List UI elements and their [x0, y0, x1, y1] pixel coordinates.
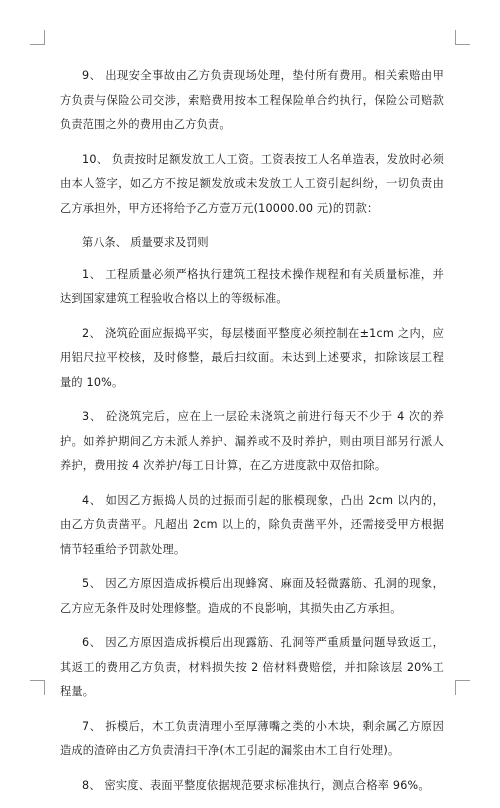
quality-item-4: 4、 如因乙方振捣人员的过振而引起的胀模现象，凸出 2cm 以内的，由乙方负责凿平。凡超出 2cm 以上的，除负责凿平外，还需接受甲方根据情节轻重给予罚款处理。 [60, 493, 444, 556]
quality-item-2: 2、 浇筑砼面应振捣平实，每层楼面平整度必须控制在±1cm 之内，应用铝尺拉平校核，及时修整，最后扫纹面。未达到上述要求，扣除该层工程量的 10%。 [60, 326, 444, 389]
article-8-heading: 第八条、 质量要求及罚则 [82, 236, 209, 249]
corner-mark-bottom-left [30, 680, 45, 695]
quality-item-7: 7、 拆模后，木工负责清理小至厚薄嘴之类的小木块，剩余属乙方原因造成的渣碎由乙方负责清扫干净(木工引起的漏浆由木工自行处理)。 [60, 719, 444, 757]
clause-9: 9、 出现安全事故由乙方负责现场处理，垫付所有费用。相关索赔由甲方负责与保险公司交涉，索赔费用按本工程保险单合约执行，保险公司赔款负责范围之外的费用由乙方负责。 [60, 69, 444, 131]
document-body [60, 64, 444, 808]
quality-item-8: 8、 密实度、表面平整度依据规范要求标准执行，测点合格率 96%。 [82, 778, 430, 792]
quality-item-6: 6、 因乙方原因造成拆模后出现露筋、孔洞等严重质量问题导致返工，其返工的费用乙方负责，材料损失按 2 倍材料费赔偿，并扣除该层 20%工程量。 [60, 636, 444, 698]
quality-item-5: 5、 因乙方原因造成拆模后出现蜂窝、麻面及轻微露筋、孔洞的现象，乙方应无条件及时处理修整。造成的不良影响，其损失由乙方承担。 [60, 577, 444, 615]
clause-10: 10、 负责按时足额发放工人工资。工资表按工人名单造表，发放时必须由本人签字，如乙方不按足额发放或未发放工人工资引起纠纷，一切负责由乙方承担外，甲方还将给予乙方壹万元(10000.00 元)的罚款： [60, 152, 444, 215]
quality-item-3: 3、 砼浇筑完后，应在上一层砼未浇筑之前进行每天不少于 4 次的养护。如养护期间乙方未派人养护、漏养或不及时养护，则由项目部另行派人养护，费用按 4 次养护/每工日计算，在乙方进度款中双倍扣除。 [60, 410, 444, 472]
corner-mark-top-right [455, 30, 470, 45]
quality-item-1: 1、 工程质量必须严格执行建筑工程技术操作规程和有关质量标准，并达到国家建筑工程验收合格以上的等级标准。 [60, 267, 444, 305]
corner-mark-bottom-right [455, 680, 470, 695]
corner-mark-top-left [30, 30, 45, 45]
